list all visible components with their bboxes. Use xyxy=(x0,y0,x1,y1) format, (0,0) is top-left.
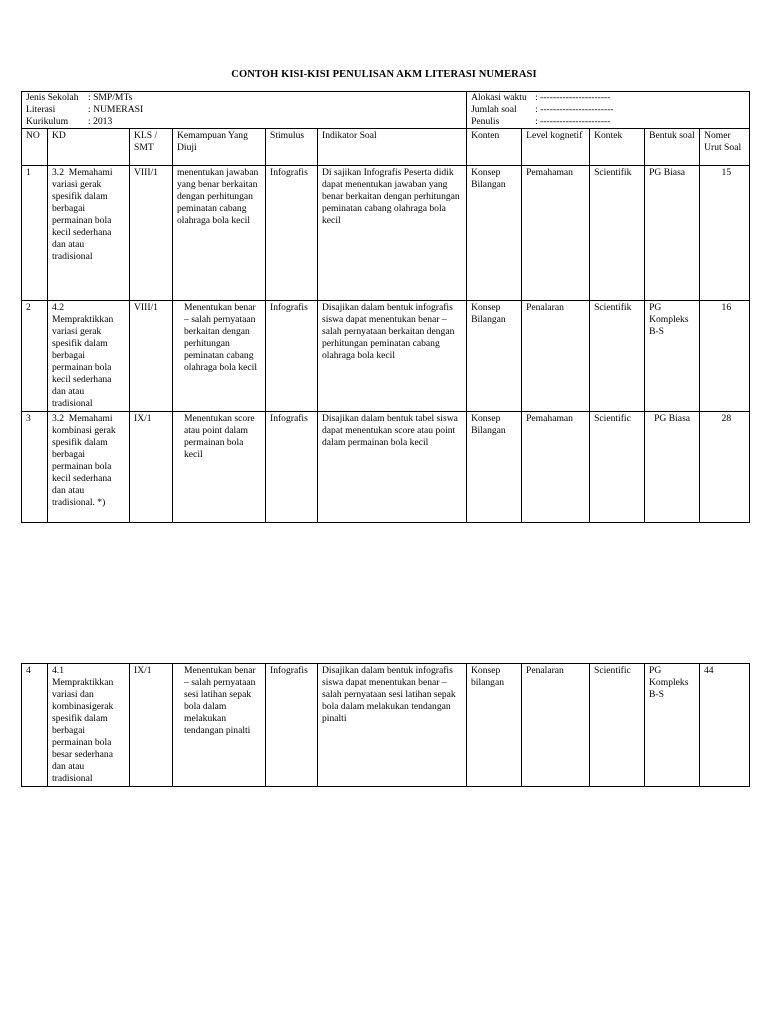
cell-konten: Konsep bilangan xyxy=(467,664,522,787)
cell-no: 3 xyxy=(22,412,48,523)
document-title: CONTOH KISI-KISI PENULISAN AKM LITERASI NUMERASI xyxy=(231,69,537,80)
cell-nomer: 28 xyxy=(700,412,750,523)
table-row xyxy=(22,166,750,301)
cell-kd xyxy=(48,664,130,787)
cell-stimulus: Infografis xyxy=(266,166,318,301)
cell-level: Pemahaman xyxy=(522,166,590,301)
kd-text: Mempraktikkan variasi dan kombinasigerak spesifik dalam berbagai permainan bola besar sederhana dan atau tradisional xyxy=(52,677,114,784)
cell-indikator: Di sajikan Infografis Peserta didik dapat menentukan jawaban yang benar berkaitan dengan perhitungan peminatan cabang olahraga bola kecil xyxy=(318,166,467,301)
header-stimulus: Stimulus xyxy=(266,129,318,166)
header-row xyxy=(22,129,750,166)
header-indikator: Indikator Soal xyxy=(318,129,467,166)
cell-level: Penalaran xyxy=(522,301,590,412)
meta-value: : SMP/MTs xyxy=(88,92,133,103)
meta-key: Penulis xyxy=(471,116,500,127)
meta-value: : 2013 xyxy=(88,116,113,127)
cell-indikator: Disajikan dalam bentuk infografis siswa dapat menentukan benar – salah pernyataan sesi latihan sepak bola dalam melakukan tendangan pinalti xyxy=(318,664,467,787)
cell-stimulus: Infografis xyxy=(266,412,318,523)
kd-number: 3.2 xyxy=(52,167,64,178)
cell-kemampuan: Menentukan benar – salah pernyataan berkaitan dengan perhitungan peminatan cabang olahraga bola kecil xyxy=(173,301,266,412)
kd-number: 4.2 xyxy=(52,302,64,313)
cell-no: 1 xyxy=(22,166,48,301)
cell-kd xyxy=(48,166,130,301)
cell-stimulus: Infografis xyxy=(266,664,318,787)
cell-nomer: 44 xyxy=(700,664,750,787)
header-kontek: Kontek xyxy=(590,129,645,166)
cell-konten: Konsep Bilangan xyxy=(467,301,522,412)
cell-kontek: Scientific xyxy=(590,664,645,787)
cell-kd xyxy=(48,412,130,523)
cell-level: Pemahaman xyxy=(522,412,590,523)
meta-key: Alokasi waktu xyxy=(471,92,527,103)
table-row xyxy=(22,301,750,412)
cell-konten: Konsep Bilangan xyxy=(467,412,522,523)
cell-kls: VIII/1 xyxy=(130,301,173,412)
header-no: NO xyxy=(22,129,48,166)
kd-text: Memahami variasi gerak spesifik dalam berbagai permainan bola kecil sederhana dan atau tradisional xyxy=(52,167,113,262)
header-kemampuan: Kemampuan Yang Diuji xyxy=(173,129,266,166)
meta-right xyxy=(467,92,750,129)
cell-kls: VIII/1 xyxy=(130,166,173,301)
header-level: Level kognetif xyxy=(522,129,590,166)
cell-nomer: 15 xyxy=(700,166,750,301)
cell-bentuk: PG Kompleks B-S xyxy=(645,301,700,412)
cell-kemampuan: Menentukan score atau point dalam permainan bola kecil xyxy=(173,412,266,523)
header-bentuk: Bentuk soal xyxy=(645,129,700,166)
cell-kemampuan: Menentukan benar – salah pernyataan sesi latihan sepak bola dalam melakukan tendangan pinalti xyxy=(173,664,266,787)
meta-key: Literasi xyxy=(26,104,56,115)
meta-value: : NUMERASI xyxy=(88,104,144,115)
cell-bentuk: PG Kompleks B-S xyxy=(645,664,700,787)
meta-value: : ---------------------- xyxy=(535,92,611,103)
meta-row xyxy=(22,92,750,129)
meta-value: : ----------------------- xyxy=(535,104,614,115)
kd-text: Mempraktikkan variasi gerak spesifik dalam berbagai permainan bola kecil sederhana dan atau tradisional xyxy=(52,314,114,409)
cell-bentuk: PG Biasa xyxy=(645,412,700,523)
cell-no: 2 xyxy=(22,301,48,412)
header-kls: KLS / SMT xyxy=(130,129,173,166)
kisi-kisi-table-continued xyxy=(21,663,750,787)
cell-indikator: Disajikan dalam bentuk tabel siswa dapat menentukan score atau point dalam permainan bola kecil xyxy=(318,412,467,523)
kd-text: Memahami kombinasi gerak spesifik dalam berbagai permainan bola kecil sederhana dan atau tradisional. *) xyxy=(52,413,116,508)
meta-value: : ---------------------- xyxy=(535,116,611,127)
cell-kemampuan: menentukan jawaban yang benar berkaitan dengan perhitungan peminatan cabang olahraga bola kecil xyxy=(173,166,266,301)
table-row xyxy=(22,412,750,523)
cell-level: Penalaran xyxy=(522,664,590,787)
cell-kontek: Scientifik xyxy=(590,301,645,412)
meta-key: Jenis Sekolah xyxy=(26,92,79,103)
table-row xyxy=(22,664,750,787)
header-konten: Konten xyxy=(467,129,522,166)
cell-no: 4 xyxy=(22,664,48,787)
meta-left xyxy=(22,92,467,129)
kd-number: 4.1 xyxy=(52,665,64,676)
meta-key: Kurikulum xyxy=(26,116,69,127)
header-kd: KD xyxy=(48,129,130,166)
header-nomer: Nomer Urut Soal xyxy=(700,129,750,166)
cell-stimulus: Infografis xyxy=(266,301,318,412)
cell-kontek: Scientific xyxy=(590,412,645,523)
cell-kls: IX/1 xyxy=(130,412,173,523)
cell-konten: Konsep Bilangan xyxy=(467,166,522,301)
meta-key: Jumlah soal xyxy=(471,104,517,115)
cell-kd xyxy=(48,301,130,412)
cell-kontek: Scientifik xyxy=(590,166,645,301)
cell-nomer: 16 xyxy=(700,301,750,412)
cell-kls: IX/1 xyxy=(130,664,173,787)
cell-indikator: Disajikan dalam bentuk infografis siswa dapat menentukan benar – salah pernyataan berkaitan dengan perhitungan peminatan cabang olahraga bola kecil xyxy=(318,301,467,412)
cell-bentuk: PG Biasa xyxy=(645,166,700,301)
kisi-kisi-table xyxy=(21,91,750,523)
kd-number: 3.2 xyxy=(52,413,64,424)
